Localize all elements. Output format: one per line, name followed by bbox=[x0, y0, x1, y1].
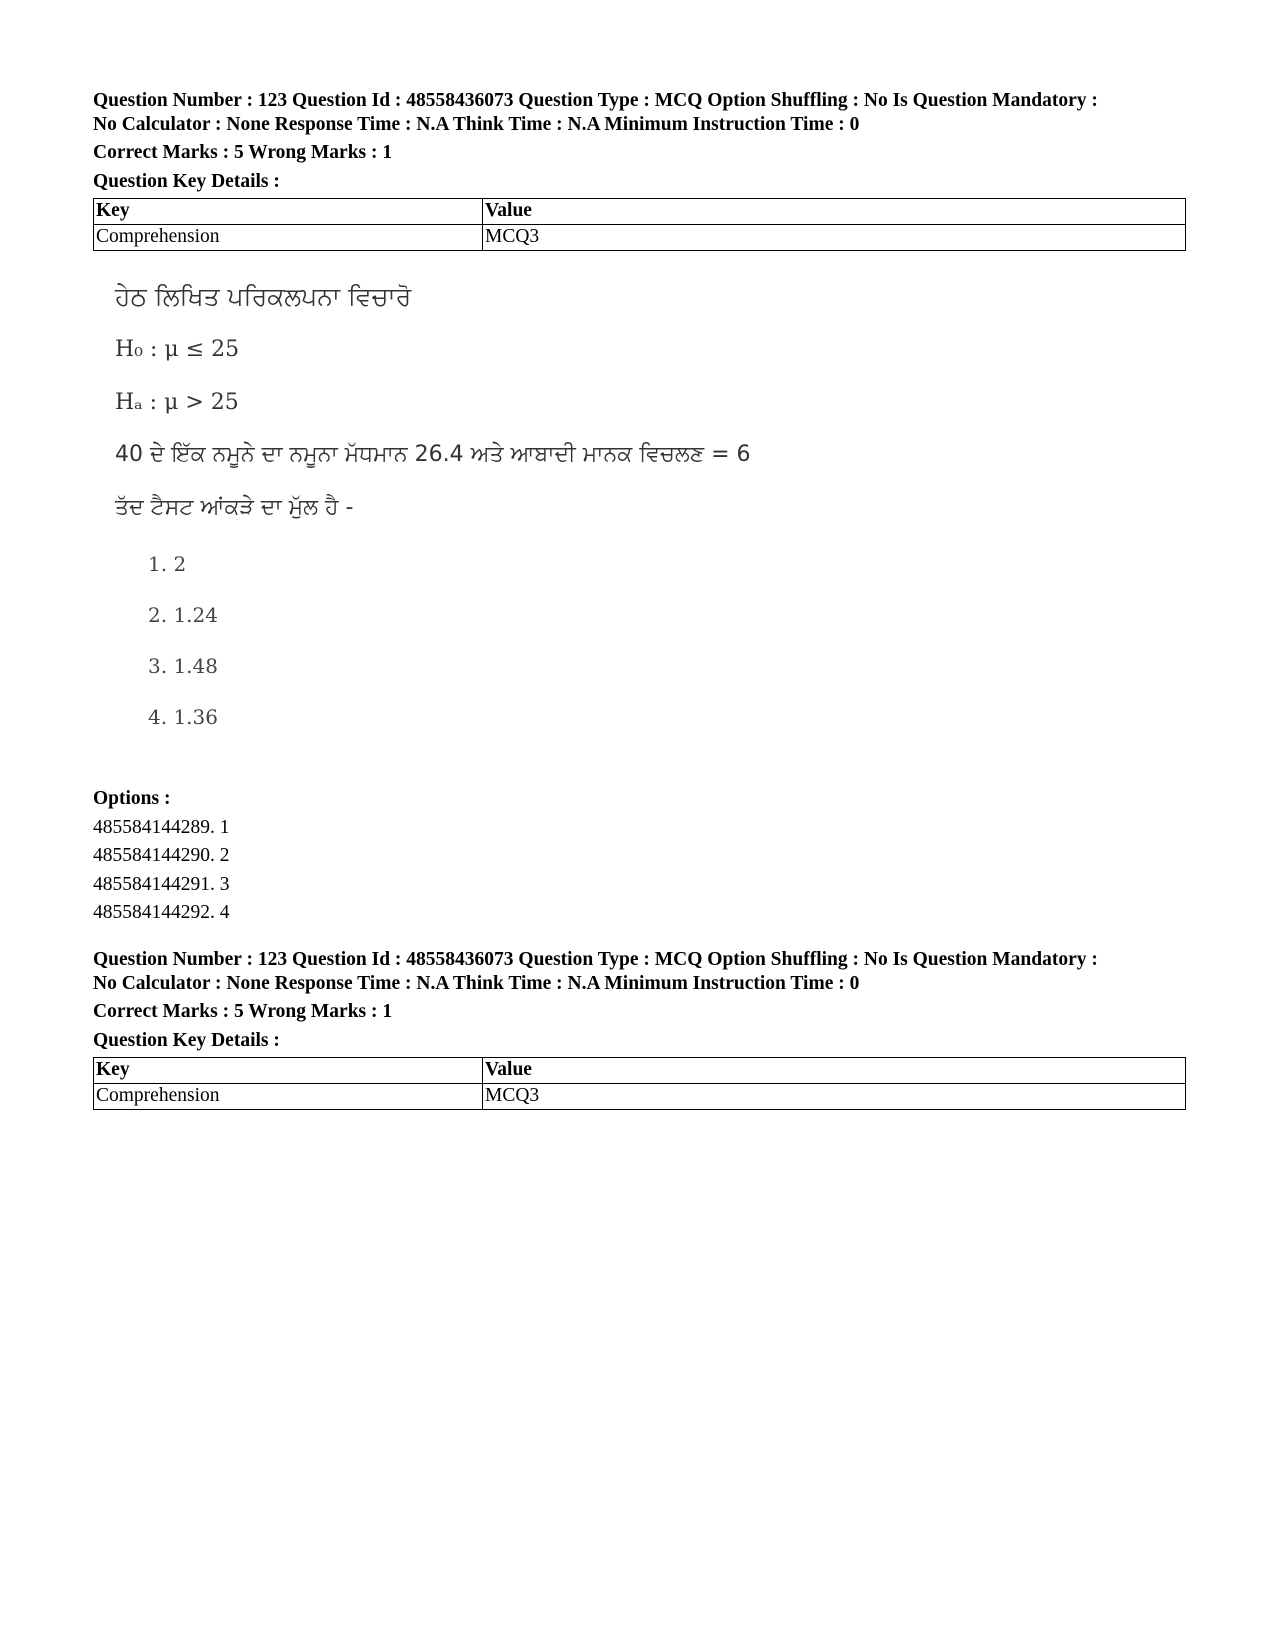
alternative-hypothesis: Hₐ : μ > 25 bbox=[115, 390, 239, 415]
option-item: 485584144289. 1 bbox=[93, 816, 230, 838]
question-meta bbox=[93, 948, 1183, 996]
question-meta-line-2: No Calculator : None Response Time : N.A Think Time : N.A Minimum Instruction Time : 0 bbox=[93, 973, 860, 994]
question-line-ask: ਤੱਦ ਟੈਸਟ ਆਂਕੜੇ ਦਾ ਮੁੱਲ ਹੈ - bbox=[115, 495, 354, 520]
table-row bbox=[94, 225, 1186, 251]
choice-1: 1. 2 bbox=[148, 552, 187, 576]
key-details-label: Question Key Details : bbox=[93, 171, 280, 192]
null-hypothesis: H₀ : μ ≤ 25 bbox=[115, 337, 240, 362]
table-header-key: Key bbox=[94, 1058, 483, 1084]
question-meta-line-1: Question Number : 123 Question Id : 48558436073 Question Type : MCQ Option Shuffling : No Is Question Mandatory : bbox=[93, 949, 1098, 970]
choice-2: 2. 1.24 bbox=[148, 603, 218, 627]
question-image bbox=[115, 282, 795, 762]
option-item: 485584144291. 3 bbox=[93, 873, 230, 895]
choice-3: 3. 1.48 bbox=[148, 654, 218, 678]
table-cell-key: Comprehension bbox=[94, 225, 483, 251]
question-line-intro: ਹੇਠ ਲਿਖਿਤ ਪਰਿਕਲਪਨਾ ਵਿਚਾਰੋ bbox=[115, 282, 412, 311]
table-cell-key: Comprehension bbox=[94, 1084, 483, 1110]
table-header-value: Value bbox=[483, 199, 1186, 225]
table-cell-value: MCQ3 bbox=[483, 225, 1186, 251]
options-label: Options : bbox=[93, 788, 171, 809]
question-meta bbox=[93, 89, 1183, 137]
marks-line: Correct Marks : 5 Wrong Marks : 1 bbox=[93, 1001, 393, 1022]
option-item: 485584144292. 4 bbox=[93, 902, 230, 923]
key-details-table bbox=[93, 1057, 1186, 1110]
key-details-label: Question Key Details : bbox=[93, 1030, 280, 1051]
table-header-key: Key bbox=[94, 199, 483, 225]
choice-4: 4. 1.36 bbox=[148, 705, 218, 729]
options-list bbox=[93, 785, 230, 928]
question-line-sample: 40 ਦੇ ਇੱਕ ਨਮੂਨੇ ਦਾ ਨਮੂਨਾ ਮੱਧਮਾਨ 26.4 ਅਤੇ ਆਬਾਦੀ ਮਾਨਕ ਵਿਚਲਣ = 6 bbox=[115, 442, 751, 467]
key-details-table bbox=[93, 198, 1186, 251]
table-header-row bbox=[94, 1058, 1186, 1084]
question-meta-line-1: Question Number : 123 Question Id : 48558436073 Question Type : MCQ Option Shuffling : No Is Question Mandatory : bbox=[93, 90, 1098, 111]
question-header-1 bbox=[93, 89, 1183, 251]
table-header-value: Value bbox=[483, 1058, 1186, 1084]
table-row bbox=[94, 1084, 1186, 1110]
question-header-2 bbox=[93, 948, 1183, 1110]
question-meta-line-2: No Calculator : None Response Time : N.A Think Time : N.A Minimum Instruction Time : 0 bbox=[93, 114, 860, 135]
table-header-row bbox=[94, 199, 1186, 225]
table-cell-value: MCQ3 bbox=[483, 1084, 1186, 1110]
marks-line: Correct Marks : 5 Wrong Marks : 1 bbox=[93, 142, 393, 163]
option-item: 485584144290. 2 bbox=[93, 845, 230, 866]
